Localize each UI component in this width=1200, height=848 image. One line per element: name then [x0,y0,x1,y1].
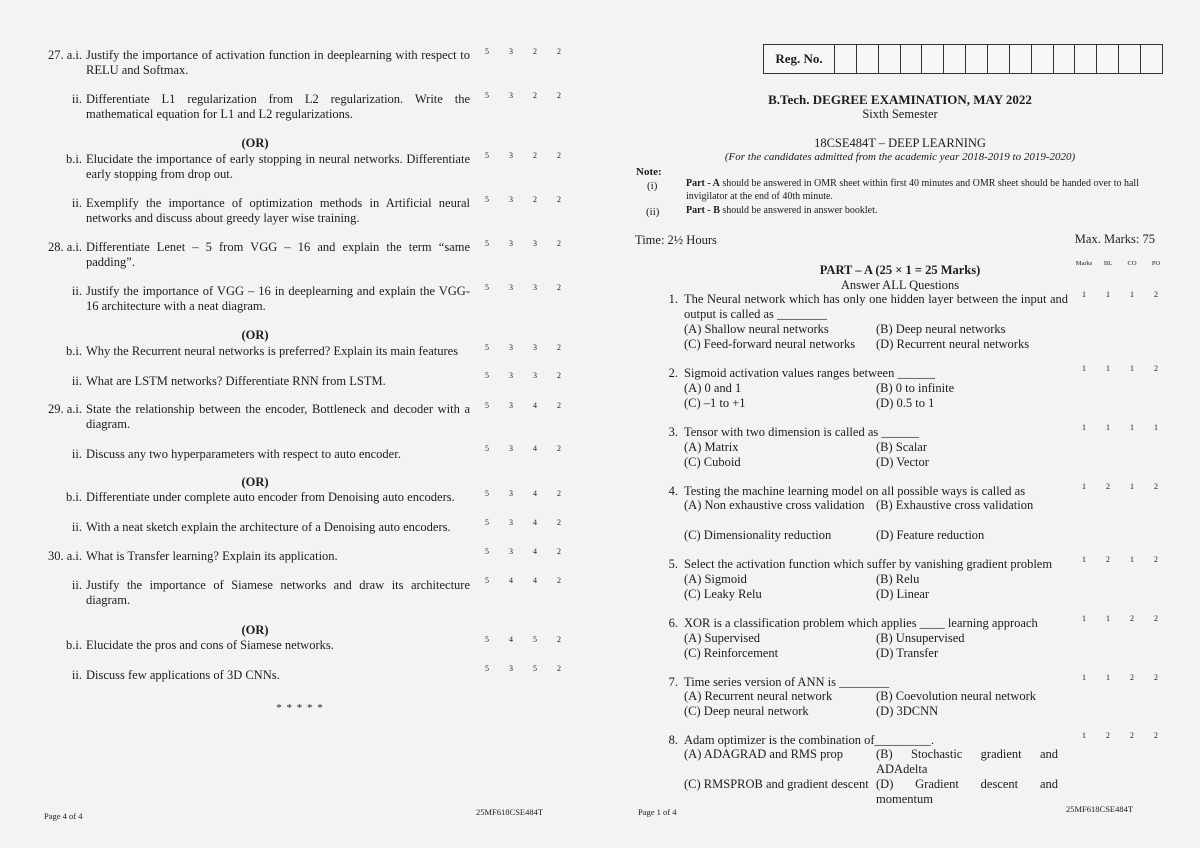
marks-value: 5 [485,664,489,673]
q30-ai-marks [475,547,571,556]
reg-no-cell[interactable] [1097,45,1119,73]
q29-bi-marks [475,489,571,498]
marks-value: 5 [485,518,489,527]
po-value: 2 [1154,731,1158,740]
po-value: 2 [1154,614,1158,623]
co-value: 2 [1130,673,1134,682]
co-value: 4 [533,576,537,585]
mcq-6-text: XOR is a classification problem which applies ____ learning approach [684,616,1038,630]
marks-column-headers [1072,260,1168,267]
q29-bii-marks [475,518,571,527]
answer-all-instruction: Answer ALL Questions [840,278,960,292]
q30-aii-number: ii. [71,578,82,592]
po-value: 2 [1154,482,1158,491]
marks-value: 5 [485,371,489,380]
reg-no-cell[interactable] [1054,45,1076,73]
note-2 [686,204,1166,217]
paper-code-right: 25MF618CSE484T [1066,804,1134,814]
candidates-note: (For the candidates admitted from the academic year 2018-2019 to 2019-2020) [724,151,1076,163]
co-value: 3 [533,371,537,380]
mcq-3-text: Tensor with two dimension is called as ______ [684,425,919,439]
q27-bi-number: b.i. [66,152,82,166]
bl-value: 3 [509,444,513,453]
bl-value: 3 [509,518,513,527]
mcq-6-number: 6. [668,616,678,630]
co-value: 1 [1130,364,1134,373]
marks-value: 5 [485,489,489,498]
reg-no-cell[interactable] [966,45,988,73]
q30-aii-text: Justify the importance of Siamese networks and draw its architecture diagram. [86,578,470,607]
marks-value: 1 [1082,555,1086,564]
po-value: 2 [1154,290,1158,299]
page-number-right: Page 1 of 4 [638,807,677,817]
po-value: 2 [557,664,561,673]
bl-value: 1 [1106,364,1110,373]
reg-no-cell[interactable] [1075,45,1097,73]
mcq-7-number: 7. [668,675,678,689]
mcq-1-option-c[interactable]: (C) Feed-forward neural networks [684,337,856,351]
bl-value: 4 [509,576,513,585]
or-label: (OR) [241,328,269,342]
marks-value: 5 [485,401,489,410]
mcq-5-option-d[interactable]: (D) Linear [876,587,930,601]
mcq-5-option-a[interactable]: (A) Sigmoid [684,572,747,586]
mcq-3-option-a[interactable]: (A) Matrix [684,440,739,454]
bl-value: 3 [509,401,513,410]
q27-bi-marks [475,151,571,160]
bl-header: BL [1103,260,1113,267]
reg-no-box [763,44,1163,74]
q27-bii-text: Exemplify the importance of optimization methods in Artificial neural networks and discuss about greedy layer wise training. [86,196,470,225]
mcq-8-number: 8. [668,733,678,747]
mcq-3-option-b[interactable]: (B) Scalar [876,440,928,454]
mcq-2-text: Sigmoid activation values ranges between ______ [684,366,935,380]
q29-bi-number: b.i. [66,490,82,504]
reg-no-cell[interactable] [1032,45,1054,73]
marks-value: 5 [485,151,489,160]
bl-value: 3 [509,151,513,160]
mcq-6-option-c[interactable]: (C) Reinforcement [684,646,779,660]
po-value: 2 [557,151,561,160]
bl-value: 3 [509,195,513,204]
mcq-6-option-a[interactable]: (A) Supervised [684,631,761,645]
q27-aii-marks [475,91,571,100]
mcq-7-marks [1072,673,1168,682]
co-value: 1 [1130,555,1134,564]
mcq-1-option-a[interactable]: (A) Shallow neural networks [684,322,829,336]
note-2-text: should be answered in answer booklet. [719,205,878,216]
bl-value: 3 [509,47,513,56]
q28-aii-number: ii. [71,284,82,298]
bl-value: 3 [509,343,513,352]
q28-aii-marks [475,283,571,292]
mcq-3-option-c[interactable]: (C) Cuboid [684,455,741,469]
course-title: 18CSE484T – DEEP LEARNING [814,136,986,150]
q28-ai-text: Differentiate Lenet – 5 from VGG – 16 and explain the term “same padding”. [86,240,470,269]
marks-value: 5 [485,283,489,292]
po-value: 2 [1154,555,1158,564]
marks-value: 5 [485,547,489,556]
po-value: 2 [557,195,561,204]
mcq-5-option-c[interactable]: (C) Leaky Relu [684,587,762,601]
q28-ai-number: 28. a.i. [47,240,82,254]
mcq-4-option-a[interactable]: (A) Non exhaustive cross validation [684,498,865,512]
reg-no-label: Reg. No. [764,45,835,73]
mcq-5-marks [1072,555,1168,564]
marks-value: 1 [1082,290,1086,299]
mcq-5-number: 5. [668,557,678,571]
po-value: 2 [557,547,561,556]
co-value: 2 [533,195,537,204]
co-value: 2 [533,47,537,56]
mcq-2-option-a[interactable]: (A) 0 and 1 [684,381,742,395]
q27-aii-number: ii. [71,92,82,106]
po-value: 2 [557,635,561,644]
mcq-2-option-d[interactable]: (D) 0.5 to 1 [876,396,935,410]
mcq-5-text: Select the activation function which suffer by vanishing gradient problem [684,557,1053,571]
note-1-text: should be answered in OMR sheet within first 40 minutes and OMR sheet should be handed over to hall invigilator at the end of 40th minute. [686,178,1139,202]
po-value: 2 [1154,673,1158,682]
po-header: PO [1151,260,1161,267]
semester: Sixth Semester [862,107,938,121]
q29-bi-text: Differentiate under complete auto encoder from Denoising auto encoders. [86,490,455,504]
q27-ai-marks [475,47,571,56]
po-value: 2 [557,47,561,56]
marks-value: 1 [1082,614,1086,623]
right-page [600,0,1200,848]
mcq-2-marks [1072,364,1168,373]
co-value: 1 [1130,423,1134,432]
q27-bii-number: ii. [71,196,82,210]
reg-no-cell[interactable] [835,45,857,73]
part-a-title: PART – A (25 × 1 = 25 Marks) [819,263,981,277]
exam-title: B.Tech. DEGREE EXAMINATION, MAY 2022 [768,92,1032,107]
q30-bi-text: Elucidate the pros and cons of Siamese networks. [86,638,334,652]
q30-aii-marks [475,576,571,585]
or-label: (OR) [241,136,269,150]
q28-ai-marks [475,239,571,248]
marks-value: 5 [485,91,489,100]
q28-bi-number: b.i. [66,344,82,358]
bl-value: 1 [1106,423,1110,432]
reg-no-cell[interactable] [988,45,1010,73]
marks-value: 5 [485,195,489,204]
bl-value: 1 [1106,614,1110,623]
mcq-7-option-d[interactable]: (D) 3DCNN [876,704,939,718]
po-value: 2 [557,91,561,100]
q27-ai-text: Justify the importance of activation function in deeplearning with respect to RELU and Softmax. [86,48,470,77]
co-value: 2 [533,151,537,160]
mcq-2-option-b[interactable]: (B) 0 to infinite [876,381,955,395]
mcq-8-option-c[interactable]: (C) RMSPROB and gradient descent [684,777,869,791]
co-value: 4 [533,489,537,498]
max-marks: Max. Marks: 75 [1074,232,1155,246]
bl-value: 1 [1106,290,1110,299]
q29-ai-marks [475,401,571,410]
q28-bii-text: What are LSTM networks? Differentiate RNN from LSTM. [86,374,386,388]
reg-no-cell[interactable] [1119,45,1141,73]
mcq-4-option-b[interactable]: (B) Exhaustive cross validation [876,498,1034,512]
bl-value: 2 [1106,555,1110,564]
bl-value: 4 [509,635,513,644]
co-value: 1 [1130,482,1134,491]
po-value: 2 [557,489,561,498]
q28-bi-text: Why the Recurrent neural networks is preferred? Explain its main features [86,344,459,358]
po-value: 2 [557,518,561,527]
q30-ai-text: What is Transfer learning? Explain its application. [86,549,338,563]
mcq-6-option-d[interactable]: (D) Transfer [876,646,939,660]
page-number-left: Page 4 of 4 [44,811,83,821]
co-value: 2 [1130,731,1134,740]
co-value: 1 [1130,290,1134,299]
mcq-4-text: Testing the machine learning model on all possible ways is called as [684,484,1026,498]
q30-bi-marks [475,635,571,644]
q29-bii-number: ii. [71,520,82,534]
marks-value: 5 [485,635,489,644]
mcq-8-marks [1072,731,1168,740]
mcq-4-number: 4. [668,484,678,498]
q29-aii-text: Discuss any two hyperparameters with respect to auto encoder. [86,447,401,461]
bl-value: 3 [509,91,513,100]
mcq-8-option-b[interactable]: (B) Stochastic gradient and ADAdelta [876,747,1058,776]
po-value: 2 [557,239,561,248]
q30-bi-number: b.i. [66,638,82,652]
mcq-7-option-a[interactable]: (A) Recurrent neural network [684,689,833,703]
q29-ai-text: State the relationship between the encoder, Bottleneck and decoder with a diagram. [86,402,470,431]
q30-bii-number: ii. [71,668,82,682]
or-label: (OR) [241,623,269,637]
mcq-4-marks [1072,482,1168,491]
note-1-bold: Part - A [686,178,720,189]
q27-bi-text: Elucidate the importance of early stopping in neural networks. Differentiate early stopping from drop out. [86,152,470,181]
q27-bii-marks [475,195,571,204]
mcq-7-option-b[interactable]: (B) Coevolution neural network [876,689,1037,703]
paper-code-left: 25MF618CSE484T [476,807,544,817]
co-value: 5 [533,635,537,644]
mcq-1-marks [1072,290,1168,299]
mcq-8-option-a[interactable]: (A) ADAGRAD and RMS prop [684,747,844,761]
note-1 [686,177,1166,203]
co-value: 3 [533,239,537,248]
po-value: 2 [1154,364,1158,373]
marks-value: 1 [1082,673,1086,682]
co-value: 3 [533,343,537,352]
mcq-1-text: The Neural network which has only one hidden layer between the input and output is called as ________ [684,292,1068,321]
reg-no-cell[interactable] [879,45,901,73]
q30-ai-number: 30. a.i. [47,549,82,563]
reg-no-cell[interactable] [857,45,879,73]
q28-bii-marks [475,371,571,380]
mcq-7-option-c[interactable]: (C) Deep neural network [684,704,809,718]
marks-value: 5 [485,239,489,248]
co-value: 2 [533,91,537,100]
mcq-3-option-d[interactable]: (D) Vector [876,455,929,469]
note-label: Note: [636,166,662,178]
po-value: 2 [557,401,561,410]
mcq-4-option-d[interactable]: (D) Feature reduction [876,528,985,542]
bl-value: 3 [509,489,513,498]
q29-aii-number: ii. [71,447,82,461]
mcq-6-option-b[interactable]: (B) Unsupervised [876,631,965,645]
end-of-paper-mark: * * * * * [276,702,324,714]
reg-no-cell[interactable] [901,45,923,73]
mcq-3-marks [1072,423,1168,432]
mcq-1-option-d[interactable]: (D) Recurrent neural networks [876,337,1030,351]
marks-header: Marks [1075,260,1093,267]
po-value: 2 [557,444,561,453]
marks-value: 1 [1082,482,1086,491]
marks-value: 5 [485,576,489,585]
marks-value: 5 [485,444,489,453]
q27-aii-text: Differentiate L1 regularization from L2 regularization. Write the mathematical equation for L1 and L2 regularizations. [86,92,470,121]
po-value: 2 [557,283,561,292]
po-value: 2 [557,371,561,380]
po-value: 1 [1154,423,1158,432]
mcq-1-number: 1. [668,292,678,306]
marks-value: 5 [485,47,489,56]
marks-value: 1 [1082,364,1086,373]
co-value: 4 [533,547,537,556]
co-value: 4 [533,518,537,527]
co-value: 3 [533,283,537,292]
bl-value: 3 [509,283,513,292]
marks-value: 1 [1082,731,1086,740]
marks-value: 1 [1082,423,1086,432]
po-value: 2 [557,576,561,585]
mcq-7-text: Time series version of ANN is ________ [684,675,890,689]
mcq-4-option-c[interactable]: (C) Dimensionality reduction [684,528,832,542]
bl-value: 3 [509,239,513,248]
note-1-number: (i) [647,180,658,192]
mcq-1-option-b[interactable]: (B) Deep neural networks [876,322,1006,336]
mcq-6-marks [1072,614,1168,623]
reg-no-cell[interactable] [944,45,966,73]
or-label: (OR) [241,475,269,489]
mcq-2-option-c[interactable]: (C) –1 to +1 [684,396,746,410]
bl-value: 3 [509,664,513,673]
co-value: 4 [533,401,537,410]
bl-value: 2 [1106,482,1110,491]
note-2-bold: Part - B [686,205,720,216]
q28-bi-marks [475,343,571,352]
note-2-number: (ii) [646,206,660,218]
mcq-3-number: 3. [668,425,678,439]
q30-bii-text: Discuss few applications of 3D CNNs. [86,668,280,682]
q27-ai-number: 27. a.i. [47,48,82,62]
bl-value: 3 [509,547,513,556]
mcq-8-text: Adam optimizer is the combination of_________. [684,733,934,747]
reg-no-cell[interactable] [922,45,944,73]
mcq-8-option-d[interactable]: (D) Gradient descent and momentum [876,777,1058,806]
co-value: 5 [533,664,537,673]
exam-duration: Time: 2½ Hours [635,233,717,247]
bl-value: 1 [1106,673,1110,682]
reg-no-cell[interactable] [1141,45,1162,73]
q29-ai-number: 29. a.i. [47,402,82,416]
q28-aii-text: Justify the importance of VGG – 16 in deeplearning and explain the VGG-16 architecture with a neat diagram. [86,284,470,313]
po-value: 2 [557,343,561,352]
q29-aii-marks [475,444,571,453]
reg-no-cell[interactable] [1010,45,1032,73]
q29-bii-text: With a neat sketch explain the architecture of a Denoising auto encoders. [86,520,451,534]
co-value: 2 [1130,614,1134,623]
co-header: CO [1127,260,1137,267]
co-value: 4 [533,444,537,453]
mcq-5-option-b[interactable]: (B) Relu [876,572,920,586]
q30-bii-marks [475,664,571,673]
bl-value: 2 [1106,731,1110,740]
mcq-2-number: 2. [668,366,678,380]
q28-bii-number: ii. [71,374,82,388]
bl-value: 3 [509,371,513,380]
marks-value: 5 [485,343,489,352]
